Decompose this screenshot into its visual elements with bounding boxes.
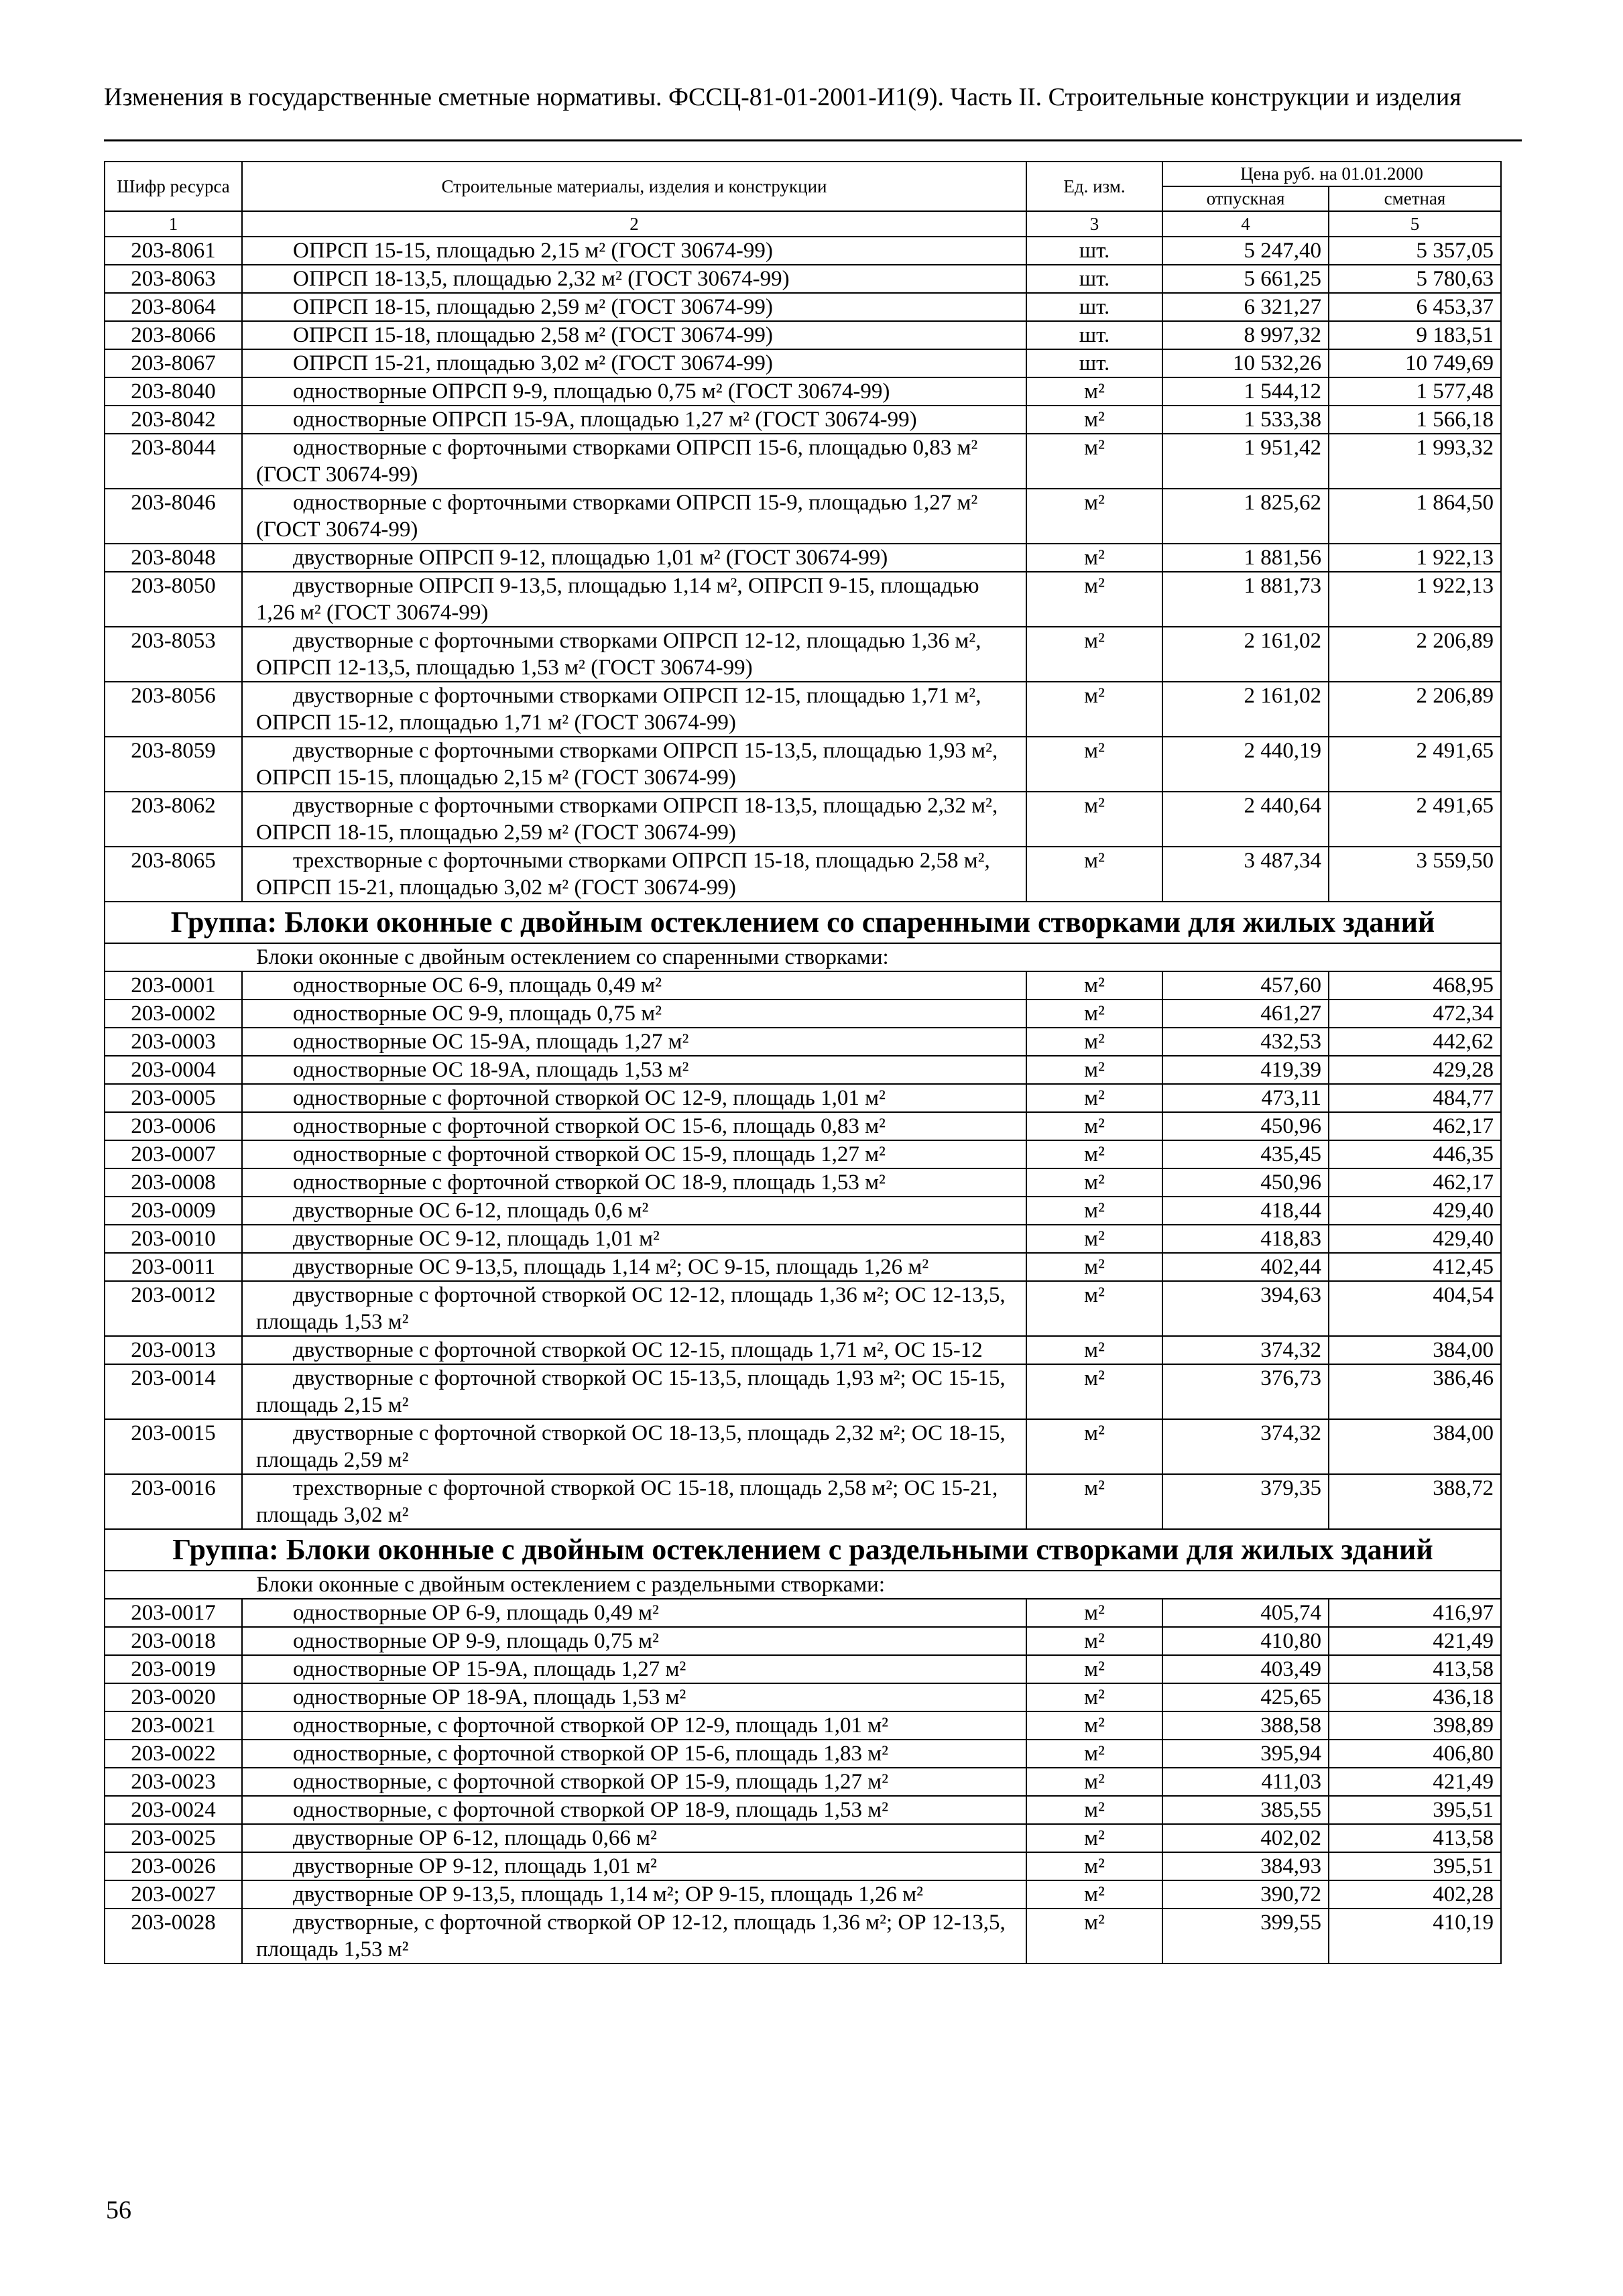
- material-name: двустворные с форточными створками ОПРСП 12-15, площадью 1,71 м², ОПРСП 15-12, площадью 1,71 м² (ГОСТ 30674-99): [242, 682, 1026, 737]
- material-name: трехстворные с форточными створками ОПРСП 15-18, площадью 2,58 м², ОПРСП 15-21, площадью 3,02 м² (ГОСТ 30674-99): [242, 847, 1026, 902]
- table-row: [105, 1364, 1501, 1419]
- material-name: одностворные, с форточной створкой ОР 12-9, площадь 1,01 м²: [242, 1711, 1026, 1740]
- material-name: двустворные ОР 6-12, площадь 0,66 м²: [242, 1824, 1026, 1852]
- resource-code: 203-8050: [105, 572, 242, 627]
- unit-of-measure: м²: [1026, 1627, 1162, 1655]
- estimate-price: 3 559,50: [1329, 847, 1501, 902]
- table-row: [105, 1740, 1501, 1768]
- unit-of-measure: м²: [1026, 1599, 1162, 1627]
- material-name: двустворные с форточной створкой ОС 12-15, площадь 1,71 м², ОС 15-12: [242, 1336, 1026, 1364]
- resource-code: 203-8046: [105, 489, 242, 544]
- unit-of-measure: м²: [1026, 1796, 1162, 1824]
- resource-code: 203-0019: [105, 1655, 242, 1683]
- resource-code: 203-0008: [105, 1168, 242, 1197]
- unit-of-measure: м²: [1026, 1683, 1162, 1711]
- estimate-price: 388,72: [1329, 1474, 1501, 1529]
- resource-code: 203-0027: [105, 1880, 242, 1909]
- material-name: двустворные с форточными створками ОПРСП 12-12, площадью 1,36 м², ОПРСП 12-13,5, площадью 1,53 м² (ГОСТ 30674-99): [242, 627, 1026, 682]
- table-row: [105, 406, 1501, 434]
- estimate-price: 421,49: [1329, 1627, 1501, 1655]
- material-name: одностворные, с форточной створкой ОР 15-9, площадь 1,27 м²: [242, 1768, 1026, 1796]
- table-row: [105, 321, 1501, 349]
- unit-of-measure: шт.: [1026, 349, 1162, 377]
- material-name: двустворные с форточной створкой ОС 15-13,5, площадь 1,93 м²; ОС 15-15, площадь 2,15 м²: [242, 1364, 1026, 1419]
- table-row: [105, 377, 1501, 406]
- estimate-price: 404,54: [1329, 1281, 1501, 1336]
- estimate-price: 1 577,48: [1329, 377, 1501, 406]
- table-row: [105, 1852, 1501, 1880]
- resource-code: 203-0013: [105, 1336, 242, 1364]
- table-row: [105, 349, 1501, 377]
- unit-of-measure: м²: [1026, 1824, 1162, 1852]
- resource-code: 203-8044: [105, 434, 242, 489]
- group-title: Группа: Блоки оконные с двойным остеклением со спаренными створками для жилых зданий: [105, 902, 1501, 943]
- unit-of-measure: м²: [1026, 1474, 1162, 1529]
- estimate-price: 386,46: [1329, 1364, 1501, 1419]
- wholesale-price: 432,53: [1162, 1028, 1329, 1056]
- wholesale-price: 1 881,73: [1162, 572, 1329, 627]
- wholesale-price: 419,39: [1162, 1056, 1329, 1084]
- table-section-c: [105, 1599, 1501, 1963]
- material-name: двустворные с форточными створками ОПРСП 18-13,5, площадью 2,32 м², ОПРСП 18-15, площадью 2,59 м² (ГОСТ 30674-99): [242, 792, 1026, 847]
- table-row: [105, 1197, 1501, 1225]
- wholesale-price: 411,03: [1162, 1768, 1329, 1796]
- estimate-price: 410,19: [1329, 1909, 1501, 1963]
- wholesale-price: 1 533,38: [1162, 406, 1329, 434]
- group-subtitle: Блоки оконные с двойным остеклением с раздельными створками:: [105, 1571, 1501, 1599]
- material-name: одностворные с форточной створкой ОС 15-6, площадь 0,83 м²: [242, 1112, 1026, 1140]
- wholesale-price: 402,44: [1162, 1253, 1329, 1281]
- table-row: [105, 1824, 1501, 1852]
- resource-code: 203-8061: [105, 237, 242, 265]
- material-name: одностворные ОС 15-9А, площадь 1,27 м²: [242, 1028, 1026, 1056]
- wholesale-price: 403,49: [1162, 1655, 1329, 1683]
- resource-code: 203-0023: [105, 1768, 242, 1796]
- unit-of-measure: м²: [1026, 1419, 1162, 1474]
- table-row: [105, 265, 1501, 293]
- unit-of-measure: м²: [1026, 1852, 1162, 1880]
- table-row: [105, 847, 1501, 902]
- table-row: [105, 1880, 1501, 1909]
- estimate-price: 2 206,89: [1329, 682, 1501, 737]
- table-row: [105, 237, 1501, 265]
- unit-of-measure: шт.: [1026, 321, 1162, 349]
- estimate-price: 472,34: [1329, 1000, 1501, 1028]
- group-b-header: [105, 902, 1501, 971]
- estimate-price: 429,40: [1329, 1197, 1501, 1225]
- material-name: двустворные с форточной створкой ОС 12-12, площадь 1,36 м²; ОС 12-13,5, площадь 1,53 м²: [242, 1281, 1026, 1336]
- estimate-price: 1 566,18: [1329, 406, 1501, 434]
- wholesale-price: 418,83: [1162, 1225, 1329, 1253]
- unit-of-measure: м²: [1026, 572, 1162, 627]
- unit-of-measure: м²: [1026, 1253, 1162, 1281]
- wholesale-price: 388,58: [1162, 1711, 1329, 1740]
- estimate-price: 395,51: [1329, 1796, 1501, 1824]
- wholesale-price: 410,80: [1162, 1627, 1329, 1655]
- unit-of-measure: м²: [1026, 1225, 1162, 1253]
- material-name: одностворные ОР 6-9, площадь 0,49 м²: [242, 1599, 1026, 1627]
- table-row: [105, 1000, 1501, 1028]
- wholesale-price: 450,96: [1162, 1112, 1329, 1140]
- estimate-price: 384,00: [1329, 1336, 1501, 1364]
- material-name: одностворные с форточной створкой ОС 15-9, площадь 1,27 м²: [242, 1140, 1026, 1168]
- estimate-price: 406,80: [1329, 1740, 1501, 1768]
- estimate-price: 10 749,69: [1329, 349, 1501, 377]
- unit-of-measure: м²: [1026, 1084, 1162, 1112]
- estimate-price: 442,62: [1329, 1028, 1501, 1056]
- wholesale-price: 374,32: [1162, 1419, 1329, 1474]
- table-row: [105, 572, 1501, 627]
- material-name: одностворные ОС 9-9, площадь 0,75 м²: [242, 1000, 1026, 1028]
- material-name: одностворные с форточными створками ОПРСП 15-6, площадью 0,83 м² (ГОСТ 30674-99): [242, 434, 1026, 489]
- estimate-price: 1 922,13: [1329, 544, 1501, 572]
- material-name: одностворные ОС 18-9А, площадь 1,53 м²: [242, 1056, 1026, 1084]
- table-row: [105, 1419, 1501, 1474]
- material-name: одностворные, с форточной створкой ОР 15-6, площадь 1,83 м²: [242, 1740, 1026, 1768]
- unit-of-measure: м²: [1026, 1281, 1162, 1336]
- unit-of-measure: м²: [1026, 1364, 1162, 1419]
- header-rule: [104, 139, 1522, 141]
- resource-code: 203-0005: [105, 1084, 242, 1112]
- price-table: [104, 161, 1502, 1964]
- estimate-price: 462,17: [1329, 1112, 1501, 1140]
- unit-of-measure: м²: [1026, 1140, 1162, 1168]
- table-row: [105, 682, 1501, 737]
- table-row: [105, 971, 1501, 1000]
- unit-of-measure: м²: [1026, 1112, 1162, 1140]
- resource-code: 203-0009: [105, 1197, 242, 1225]
- table-row: [105, 544, 1501, 572]
- estimate-price: 402,28: [1329, 1880, 1501, 1909]
- wholesale-price: 1 825,62: [1162, 489, 1329, 544]
- material-name: ОПРСП 18-13,5, площадью 2,32 м² (ГОСТ 30674-99): [242, 265, 1026, 293]
- wholesale-price: 399,55: [1162, 1909, 1329, 1963]
- group-c-header: [105, 1529, 1501, 1599]
- resource-code: 203-8059: [105, 737, 242, 792]
- estimate-price: 484,77: [1329, 1084, 1501, 1112]
- unit-of-measure: м²: [1026, 1768, 1162, 1796]
- unit-of-measure: шт.: [1026, 237, 1162, 265]
- wholesale-price: 457,60: [1162, 971, 1329, 1000]
- material-name: двустворные ОПРСП 9-13,5, площадью 1,14 м², ОПРСП 9-15, площадью 1,26 м² (ГОСТ 30674-99): [242, 572, 1026, 627]
- resource-code: 203-8067: [105, 349, 242, 377]
- table-row: [105, 1084, 1501, 1112]
- material-name: одностворные ОР 9-9, площадь 0,75 м²: [242, 1627, 1026, 1655]
- material-name: ОПРСП 15-18, площадью 2,58 м² (ГОСТ 30674-99): [242, 321, 1026, 349]
- resource-code: 203-0025: [105, 1824, 242, 1852]
- wholesale-price: 376,73: [1162, 1364, 1329, 1419]
- estimate-price: 2 491,65: [1329, 792, 1501, 847]
- table-row: [105, 1474, 1501, 1529]
- table-row: [105, 1028, 1501, 1056]
- wholesale-price: 405,74: [1162, 1599, 1329, 1627]
- wholesale-price: 2 161,02: [1162, 682, 1329, 737]
- unit-of-measure: м²: [1026, 434, 1162, 489]
- col-header-name: Строительные материалы, изделия и конструкции: [242, 162, 1026, 211]
- resource-code: 203-0014: [105, 1364, 242, 1419]
- wholesale-price: 1 544,12: [1162, 377, 1329, 406]
- material-name: двустворные ОС 6-12, площадь 0,6 м²: [242, 1197, 1026, 1225]
- resource-code: 203-0002: [105, 1000, 242, 1028]
- resource-code: 203-0018: [105, 1627, 242, 1655]
- unit-of-measure: м²: [1026, 1168, 1162, 1197]
- unit-of-measure: м²: [1026, 406, 1162, 434]
- wholesale-price: 395,94: [1162, 1740, 1329, 1768]
- resource-code: 203-8066: [105, 321, 242, 349]
- wholesale-price: 450,96: [1162, 1168, 1329, 1197]
- unit-of-measure: м²: [1026, 377, 1162, 406]
- material-name: ОПРСП 18-15, площадью 2,59 м² (ГОСТ 30674-99): [242, 293, 1026, 321]
- table-section-b: [105, 971, 1501, 1529]
- estimate-price: 429,40: [1329, 1225, 1501, 1253]
- estimate-price: 2 206,89: [1329, 627, 1501, 682]
- unit-of-measure: м²: [1026, 737, 1162, 792]
- table-row: [105, 489, 1501, 544]
- estimate-price: 9 183,51: [1329, 321, 1501, 349]
- group-subtitle: Блоки оконные с двойным остеклением со спаренными створками:: [105, 943, 1501, 971]
- wholesale-price: 394,63: [1162, 1281, 1329, 1336]
- wholesale-price: 390,72: [1162, 1880, 1329, 1909]
- estimate-price: 468,95: [1329, 971, 1501, 1000]
- table-row: [105, 1168, 1501, 1197]
- wholesale-price: 379,35: [1162, 1474, 1329, 1529]
- resource-code: 203-8040: [105, 377, 242, 406]
- material-name: двустворные ОС 9-13,5, площадь 1,14 м²; ОС 9-15, площадь 1,26 м²: [242, 1253, 1026, 1281]
- page-header-title: Изменения в государственные сметные нормативы. ФССЦ-81-01-2001-И1(9). Часть II. Строительные конструкции и изделия: [104, 83, 1461, 111]
- table-row: [105, 1281, 1501, 1336]
- table-row: [105, 1909, 1501, 1963]
- unit-of-measure: м²: [1026, 1909, 1162, 1963]
- resource-code: 203-8062: [105, 792, 242, 847]
- table-row: [105, 1112, 1501, 1140]
- col-number-3: 3: [1026, 211, 1162, 237]
- estimate-price: 384,00: [1329, 1419, 1501, 1474]
- group-title: Группа: Блоки оконные с двойным остеклением с раздельными створками для жилых зданий: [105, 1529, 1501, 1571]
- unit-of-measure: шт.: [1026, 265, 1162, 293]
- col-number-4: 4: [1162, 211, 1329, 237]
- estimate-price: 462,17: [1329, 1168, 1501, 1197]
- material-name: двустворные с форточными створками ОПРСП 15-13,5, площадью 1,93 м², ОПРСП 15-15, площадью 2,15 м² (ГОСТ 30674-99): [242, 737, 1026, 792]
- unit-of-measure: м²: [1026, 1197, 1162, 1225]
- estimate-price: 1 922,13: [1329, 572, 1501, 627]
- wholesale-price: 435,45: [1162, 1140, 1329, 1168]
- material-name: одностворные, с форточной створкой ОР 18-9, площадь 1,53 м²: [242, 1796, 1026, 1824]
- estimate-price: 436,18: [1329, 1683, 1501, 1711]
- unit-of-measure: м²: [1026, 1655, 1162, 1683]
- unit-of-measure: м²: [1026, 489, 1162, 544]
- resource-code: 203-8056: [105, 682, 242, 737]
- material-name: двустворные ОР 9-12, площадь 1,01 м²: [242, 1852, 1026, 1880]
- estimate-price: 446,35: [1329, 1140, 1501, 1168]
- material-name: трехстворные с форточной створкой ОС 15-18, площадь 2,58 м²; ОС 15-21, площадь 3,02 м²: [242, 1474, 1026, 1529]
- estimate-price: 1 864,50: [1329, 489, 1501, 544]
- resource-code: 203-8042: [105, 406, 242, 434]
- resource-code: 203-0015: [105, 1419, 242, 1474]
- col-number-5: 5: [1329, 211, 1501, 237]
- resource-code: 203-0016: [105, 1474, 242, 1529]
- material-name: одностворные ОР 18-9А, площадь 1,53 м²: [242, 1683, 1026, 1711]
- table-row: [105, 1599, 1501, 1627]
- material-name: одностворные ОС 6-9, площадь 0,49 м²: [242, 971, 1026, 1000]
- unit-of-measure: м²: [1026, 682, 1162, 737]
- estimate-price: 395,51: [1329, 1852, 1501, 1880]
- material-name: одностворные ОР 15-9А, площадь 1,27 м²: [242, 1655, 1026, 1683]
- wholesale-price: 1 951,42: [1162, 434, 1329, 489]
- resource-code: 203-0001: [105, 971, 242, 1000]
- resource-code: 203-8065: [105, 847, 242, 902]
- estimate-price: 2 491,65: [1329, 737, 1501, 792]
- col-number-1: 1: [105, 211, 242, 237]
- resource-code: 203-0028: [105, 1909, 242, 1963]
- material-name: двустворные ОПРСП 9-12, площадью 1,01 м² (ГОСТ 30674-99): [242, 544, 1026, 572]
- resource-code: 203-8053: [105, 627, 242, 682]
- estimate-price: 6 453,37: [1329, 293, 1501, 321]
- wholesale-price: 5 247,40: [1162, 237, 1329, 265]
- resource-code: 203-8064: [105, 293, 242, 321]
- table-row: [105, 1711, 1501, 1740]
- col-header-unit: Ед. изм.: [1026, 162, 1162, 211]
- table-row: [105, 1627, 1501, 1655]
- estimate-price: 398,89: [1329, 1711, 1501, 1740]
- unit-of-measure: м²: [1026, 1711, 1162, 1740]
- unit-of-measure: м²: [1026, 1740, 1162, 1768]
- material-name: одностворные с форточными створками ОПРСП 15-9, площадью 1,27 м² (ГОСТ 30674-99): [242, 489, 1026, 544]
- page-number: 56: [106, 2196, 131, 2224]
- resource-code: 203-0022: [105, 1740, 242, 1768]
- col-header-price: Цена руб. на 01.01.2000: [1162, 162, 1501, 186]
- unit-of-measure: м²: [1026, 1000, 1162, 1028]
- resource-code: 203-0004: [105, 1056, 242, 1084]
- wholesale-price: 1 881,56: [1162, 544, 1329, 572]
- wholesale-price: 8 997,32: [1162, 321, 1329, 349]
- estimate-price: 413,58: [1329, 1824, 1501, 1852]
- resource-code: 203-0021: [105, 1711, 242, 1740]
- resource-code: 203-8063: [105, 265, 242, 293]
- material-name: двустворные ОС 9-12, площадь 1,01 м²: [242, 1225, 1026, 1253]
- resource-code: 203-0006: [105, 1112, 242, 1140]
- table-row: [105, 1140, 1501, 1168]
- table-row: [105, 1056, 1501, 1084]
- material-name: одностворные ОПРСП 9-9, площадью 0,75 м² (ГОСТ 30674-99): [242, 377, 1026, 406]
- resource-code: 203-0020: [105, 1683, 242, 1711]
- unit-of-measure: м²: [1026, 1336, 1162, 1364]
- wholesale-price: 385,55: [1162, 1796, 1329, 1824]
- resource-code: 203-0012: [105, 1281, 242, 1336]
- material-name: двустворные с форточной створкой ОС 18-13,5, площадь 2,32 м²; ОС 18-15, площадь 2,59 м²: [242, 1419, 1026, 1474]
- material-name: двустворные ОР 9-13,5, площадь 1,14 м²; ОР 9-15, площадь 1,26 м²: [242, 1880, 1026, 1909]
- table-row: [105, 1768, 1501, 1796]
- unit-of-measure: м²: [1026, 971, 1162, 1000]
- table-row: [105, 1796, 1501, 1824]
- unit-of-measure: м²: [1026, 1028, 1162, 1056]
- resource-code: 203-0003: [105, 1028, 242, 1056]
- table-row: [105, 1336, 1501, 1364]
- wholesale-price: 402,02: [1162, 1824, 1329, 1852]
- wholesale-price: 473,11: [1162, 1084, 1329, 1112]
- resource-code: 203-0011: [105, 1253, 242, 1281]
- wholesale-price: 6 321,27: [1162, 293, 1329, 321]
- estimate-price: 416,97: [1329, 1599, 1501, 1627]
- unit-of-measure: м²: [1026, 1056, 1162, 1084]
- material-name: двустворные, с форточной створкой ОР 12-12, площадь 1,36 м²; ОР 12-13,5, площадь 1,53 м²: [242, 1909, 1026, 1963]
- unit-of-measure: м²: [1026, 627, 1162, 682]
- material-name: одностворные с форточной створкой ОС 18-9, площадь 1,53 м²: [242, 1168, 1026, 1197]
- table-row: [105, 1253, 1501, 1281]
- col-header-wholesale: отпускная: [1162, 186, 1329, 211]
- unit-of-measure: м²: [1026, 847, 1162, 902]
- table-row: [105, 434, 1501, 489]
- wholesale-price: 425,65: [1162, 1683, 1329, 1711]
- estimate-price: 5 780,63: [1329, 265, 1501, 293]
- unit-of-measure: м²: [1026, 544, 1162, 572]
- resource-code: 203-0026: [105, 1852, 242, 1880]
- col-number-2: 2: [242, 211, 1026, 237]
- wholesale-price: 2 161,02: [1162, 627, 1329, 682]
- resource-code: 203-0007: [105, 1140, 242, 1168]
- material-name: одностворные с форточной створкой ОС 12-9, площадь 1,01 м²: [242, 1084, 1026, 1112]
- table-row: [105, 1225, 1501, 1253]
- material-name: ОПРСП 15-15, площадью 2,15 м² (ГОСТ 30674-99): [242, 237, 1026, 265]
- estimate-price: 1 993,32: [1329, 434, 1501, 489]
- resource-code: 203-8048: [105, 544, 242, 572]
- wholesale-price: 5 661,25: [1162, 265, 1329, 293]
- table-row: [105, 293, 1501, 321]
- wholesale-price: 418,44: [1162, 1197, 1329, 1225]
- resource-code: 203-0024: [105, 1796, 242, 1824]
- wholesale-price: 461,27: [1162, 1000, 1329, 1028]
- estimate-price: 5 357,05: [1329, 237, 1501, 265]
- table-row: [105, 792, 1501, 847]
- estimate-price: 412,45: [1329, 1253, 1501, 1281]
- table-row: [105, 1655, 1501, 1683]
- wholesale-price: 3 487,34: [1162, 847, 1329, 902]
- col-header-code: Шифр ресурса: [105, 162, 242, 211]
- unit-of-measure: м²: [1026, 792, 1162, 847]
- material-name: одностворные ОПРСП 15-9А, площадью 1,27 м² (ГОСТ 30674-99): [242, 406, 1026, 434]
- table-row: [105, 1683, 1501, 1711]
- estimate-price: 413,58: [1329, 1655, 1501, 1683]
- material-name: ОПРСП 15-21, площадью 3,02 м² (ГОСТ 30674-99): [242, 349, 1026, 377]
- resource-code: 203-0010: [105, 1225, 242, 1253]
- wholesale-price: 10 532,26: [1162, 349, 1329, 377]
- table-row: [105, 737, 1501, 792]
- wholesale-price: 2 440,64: [1162, 792, 1329, 847]
- col-header-estimate: сметная: [1329, 186, 1501, 211]
- wholesale-price: 2 440,19: [1162, 737, 1329, 792]
- table-section-a: [105, 237, 1501, 902]
- estimate-price: 421,49: [1329, 1768, 1501, 1796]
- table-row: [105, 627, 1501, 682]
- resource-code: 203-0017: [105, 1599, 242, 1627]
- unit-of-measure: м²: [1026, 1880, 1162, 1909]
- wholesale-price: 384,93: [1162, 1852, 1329, 1880]
- unit-of-measure: шт.: [1026, 293, 1162, 321]
- estimate-price: 429,28: [1329, 1056, 1501, 1084]
- wholesale-price: 374,32: [1162, 1336, 1329, 1364]
